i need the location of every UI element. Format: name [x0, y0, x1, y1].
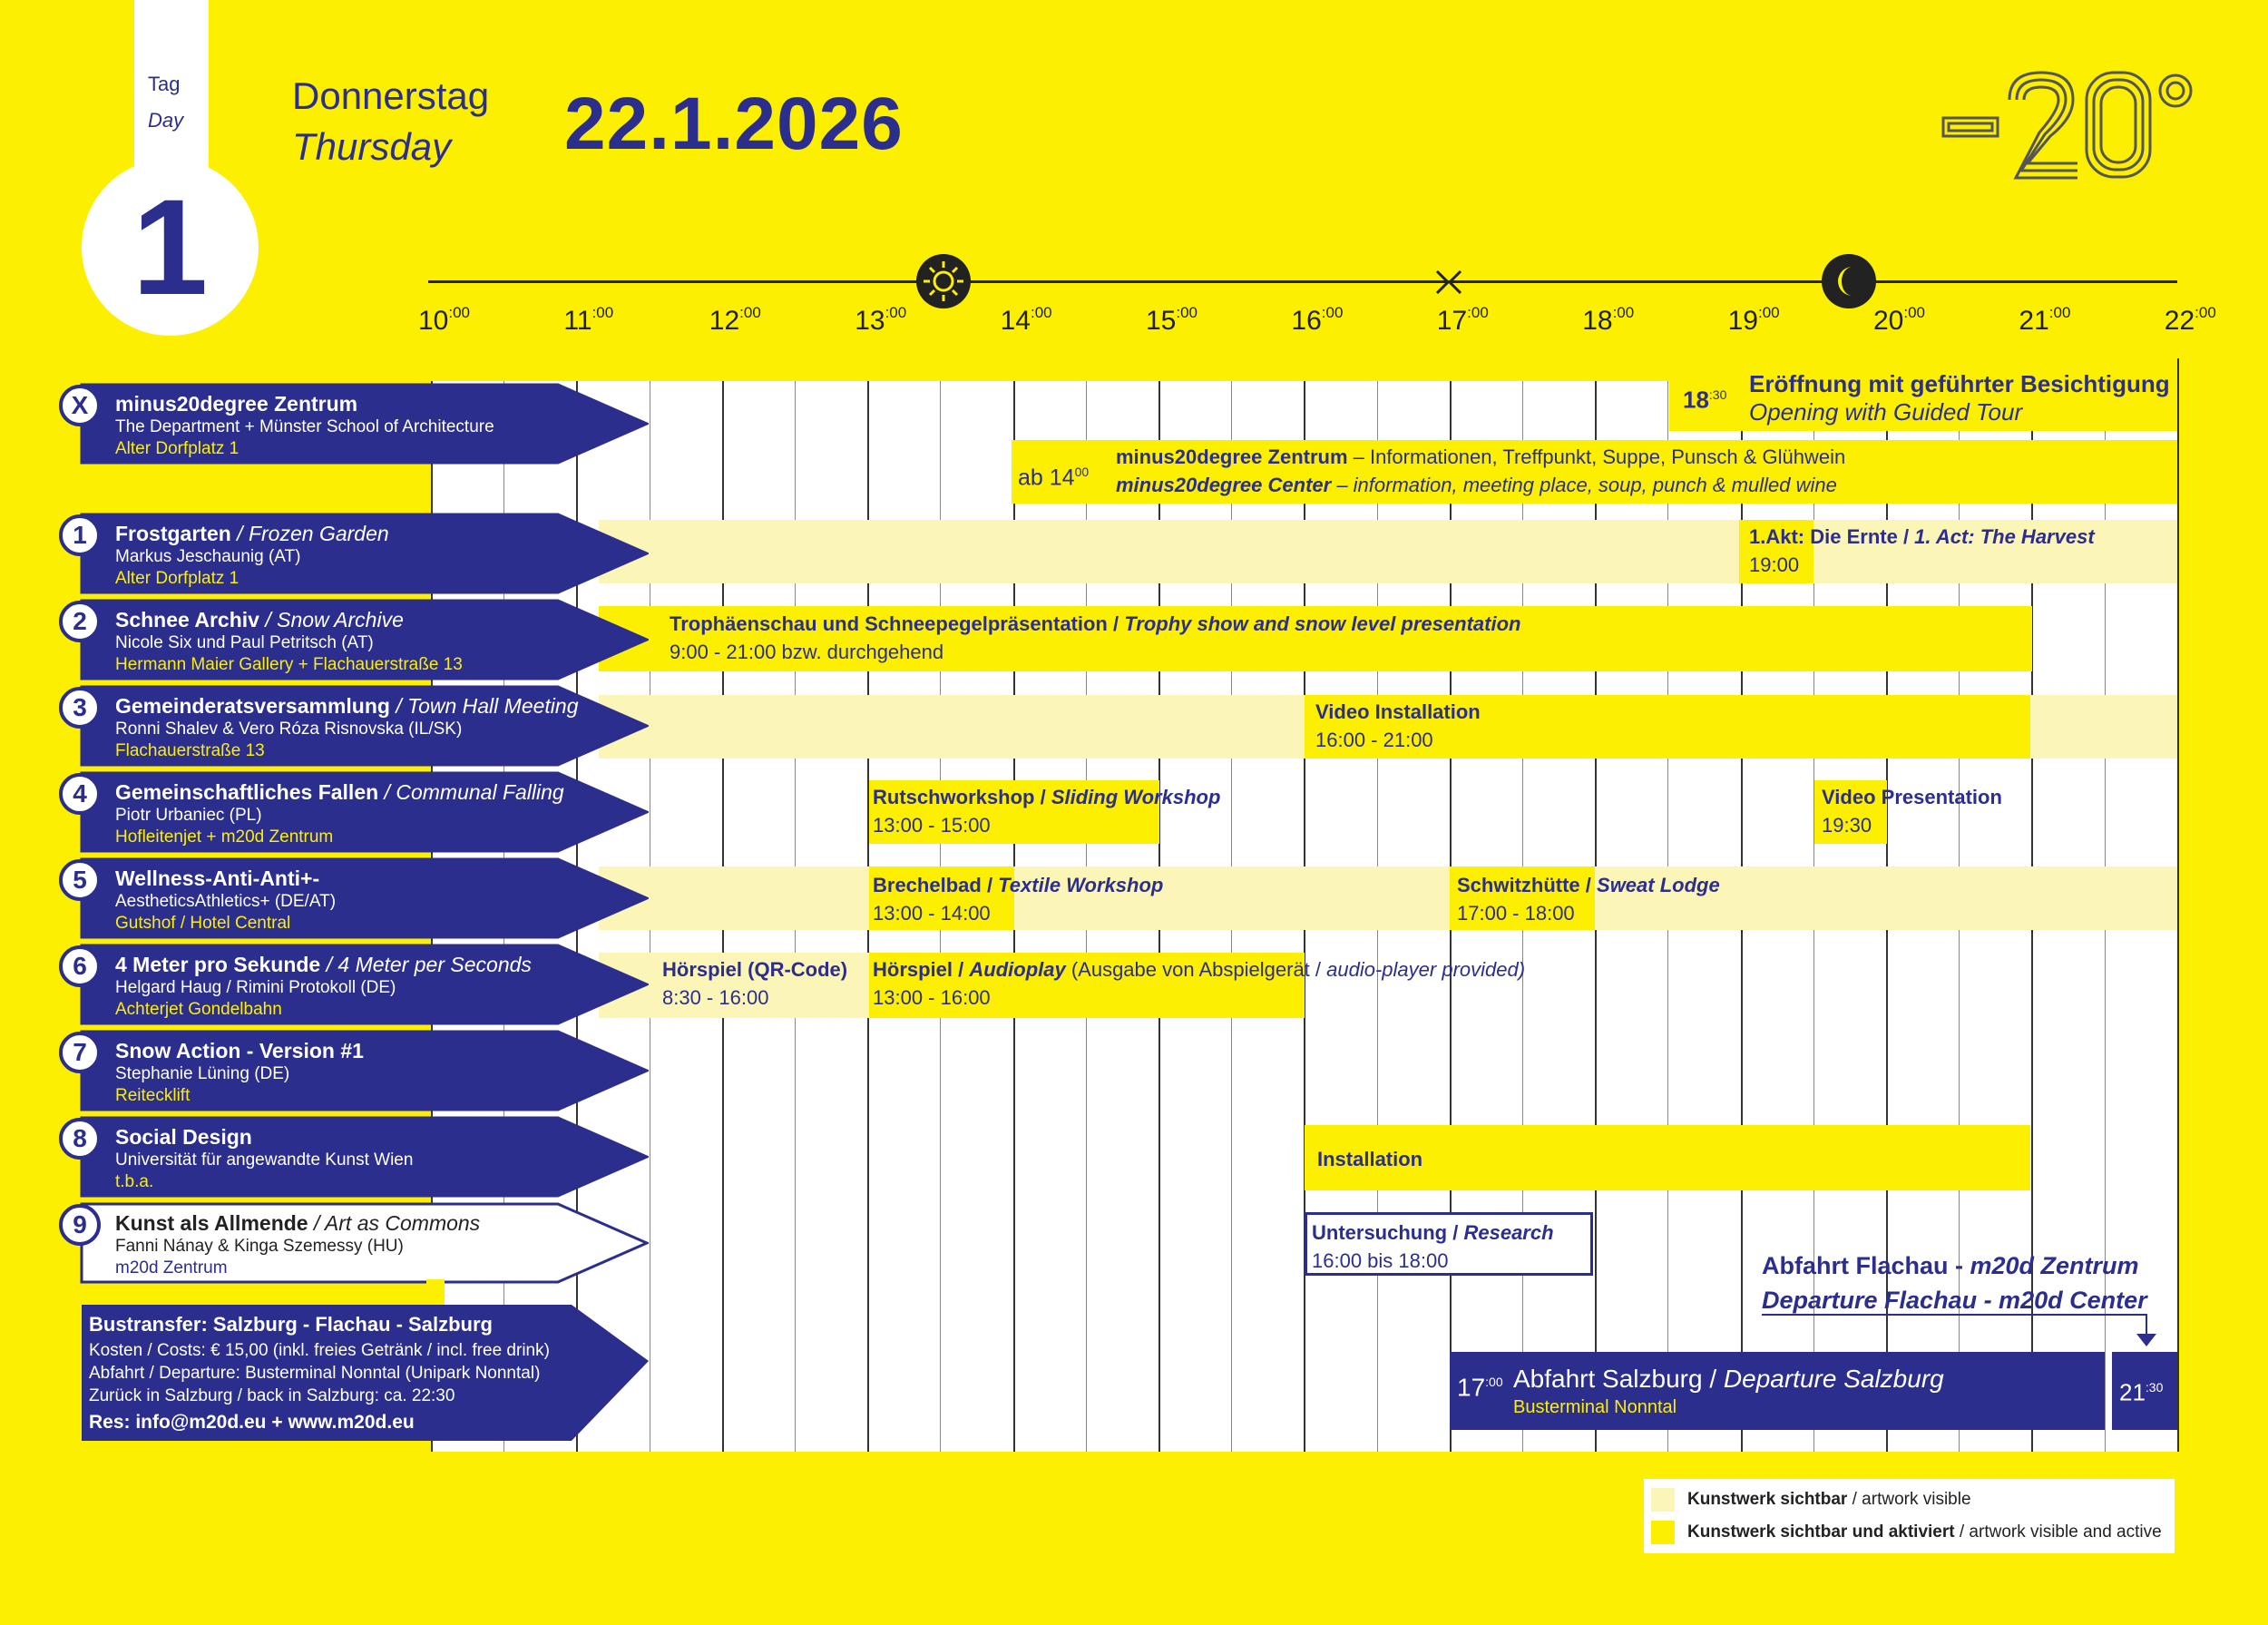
trophy-text: Trophäenschau und Schneepegelpräsentation / Trophy show and snow level presentation 9:00 - 21:00 bzw. durchgehend — [670, 612, 1521, 663]
departure-arrow-line — [1762, 1314, 2147, 1316]
arrow-down-icon — [2136, 1334, 2156, 1352]
project-artist: AestheticsAthletics+ (DE/AT) — [115, 892, 337, 911]
logo — [1941, 64, 2195, 190]
brechelbad-text: Brechelbad / Textile Workshop 13:00 - 14:00 — [873, 874, 1164, 925]
project-number-badge: 5 — [59, 859, 101, 901]
project-location: m20d Zentrum — [115, 1258, 228, 1277]
hour-label: $11^{:00}$ — [563, 304, 614, 336]
sliding-text: Rutschworkshop / Sliding Workshop 13:00 - 15:00 — [873, 786, 1221, 837]
hour-label: $18^{:00}$ — [1582, 304, 1635, 336]
zentrum-from: ab $14^{00}$ — [1018, 465, 1090, 491]
timeline-axis — [428, 280, 2177, 283]
departure-salzburg-place: Busterminal Nonntal — [1513, 1397, 1677, 1417]
project-location: Flachauerstraße 13 — [115, 741, 265, 760]
arrival-time: $21^{:30}$ — [2119, 1378, 2164, 1406]
project-number-badge: 1 — [59, 514, 101, 556]
legend-visible-text: Kunstwerk sichtbar / artwork visible — [1687, 1490, 1971, 1509]
project-artist: Fanni Nánay & Kinga Szemessy (HU) — [115, 1237, 404, 1256]
video-presentation-text: Video Presentation 19:30 — [1822, 786, 2002, 837]
harvest-text: 1.Akt: Die Ernte / 1. Act: The Harvest 19:00 — [1749, 525, 2095, 576]
project-artist: Stephanie Lüning (DE) — [115, 1064, 290, 1083]
day-number: 1 — [132, 171, 209, 323]
tag-label-en: Day — [148, 109, 184, 132]
hour-label: $14^{:00}$ — [1000, 304, 1052, 336]
project-number-badge: 7 — [59, 1032, 101, 1073]
research-text: Untersuchung / Research 16:00 bis 18:00 — [1312, 1221, 1554, 1272]
weekday-en: Thursday — [292, 125, 452, 168]
project-number-badge: 4 — [59, 773, 101, 815]
project-artist: Nicole Six und Paul Petritsch (AT) — [115, 633, 374, 652]
bus-notch — [426, 1279, 445, 1305]
project-number-badge: 9 — [59, 1204, 101, 1246]
project-number-badge: 8 — [59, 1118, 101, 1160]
project-artist: Markus Jeschaunig (AT) — [115, 547, 301, 566]
project-location: Alter Dorfplatz 1 — [115, 439, 240, 458]
project-artist: Ronni Shalev & Vero Róza Risnovska (IL/SK) — [115, 720, 463, 739]
project-number-badge: 2 — [59, 601, 101, 642]
project-artist: Universität für angewandte Kunst Wien — [115, 1150, 414, 1170]
project-location: Gutshof / Hotel Central — [115, 914, 291, 933]
page-title-date: 22.1.2026 — [564, 83, 904, 165]
hour-label: $12^{:00}$ — [709, 304, 761, 336]
opening-text: Eröffnung mit geführter Besichtigung Opening with Guided Tour — [1749, 370, 2170, 426]
legend-active-text: Kunstwerk sichtbar und aktiviert / artwork visible and active — [1687, 1522, 2162, 1542]
hoerspiel-qr-text: Hörspiel (QR-Code) 8:30 - 16:00 — [662, 958, 848, 1009]
project-location: Hofleitenjet + m20d Zentrum — [115, 827, 334, 847]
bus-title: Bustransfer: Salzburg - Flachau - Salzburg — [89, 1313, 493, 1336]
project-location: Achterjet Gondelbahn — [115, 1000, 282, 1019]
project-number-badge: 3 — [59, 687, 101, 729]
hour-label: $19^{:00}$ — [1727, 304, 1780, 336]
axis-break-icon — [1433, 269, 1464, 299]
project-location: Reitecklift — [115, 1086, 191, 1105]
tag-label-de: Tag — [148, 73, 181, 95]
project-location: t.b.a. — [115, 1172, 154, 1191]
project-location: Hermann Maier Gallery + Flachauerstraße 13 — [115, 655, 463, 674]
zentrum-text: minus20degree Zentrum – Informationen, Treffpunkt, Suppe, Punsch & Glühwein minus20degree Center – information, meeting place, soup, punch & mulled wine — [1116, 445, 1846, 496]
project-title: Wellness-Anti-Anti+- — [115, 866, 320, 890]
video-installation-text: Video Installation 16:00 - 21:00 — [1315, 700, 1481, 751]
hour-label: $10^{:00}$ — [418, 304, 471, 336]
bus-details: Kosten / Costs: € 15,00 (inkl. freies Getränk / incl. free drink) Abfahrt / Departure: Busterminal Nonntal (Unipark Nonntal) Zurück in Salzburg / back in Salzburg: ca. 22:30 — [89, 1341, 550, 1405]
hour-label: $16^{:00}$ — [1291, 304, 1344, 336]
project-title: Schnee Archiv / Snow Archive — [115, 608, 404, 631]
project-title: Kunst als Allmende / Art as Commons — [115, 1211, 481, 1235]
logo-graphic — [1941, 64, 2195, 186]
hour-label: $13^{:00}$ — [855, 304, 907, 336]
project-title: Social Design — [115, 1125, 252, 1149]
grid-hour-line — [2177, 358, 2179, 1452]
departure-salzburg-time: $17^{:00}$ — [1457, 1373, 1503, 1402]
project-title: Snow Action - Version #1 — [115, 1039, 364, 1062]
bar-wellness-visible — [599, 866, 2177, 930]
departure-flachau-text: Abfahrt Flachau - m20d Zentrum Departure Flachau - m20d Center — [1762, 1252, 2147, 1314]
project-location: Alter Dorfplatz 1 — [115, 569, 240, 588]
project-title: Frostgarten / Frozen Garden — [115, 522, 389, 545]
weekday-de: Donnerstag — [292, 74, 490, 117]
bus-reservation: Res: info@m20d.eu + www.m20d.eu — [89, 1412, 415, 1433]
hour-label: $15^{:00}$ — [1146, 304, 1198, 336]
project-artist: Helgard Haug / Rimini Protokoll (DE) — [115, 978, 396, 997]
hour-label: $22^{:00}$ — [2164, 304, 2216, 336]
project-artist: The Department + Münster School of Architecture — [115, 417, 494, 436]
sun-icon — [916, 254, 971, 308]
project-number-badge: X — [59, 385, 101, 426]
opening-time: $18^{:30}$ — [1683, 386, 1727, 414]
hour-label: $20^{:00}$ — [1873, 304, 1926, 336]
moon-icon — [1822, 254, 1876, 308]
project-title: Gemeinderatsversammlung / Town Hall Meeting — [115, 694, 579, 718]
legend-swatch-active — [1651, 1521, 1675, 1544]
legend — [1644, 1479, 2175, 1553]
installation-text: Installation — [1317, 1148, 1423, 1170]
project-artist: Piotr Urbaniec (PL) — [115, 806, 262, 825]
legend-swatch-visible — [1651, 1488, 1675, 1512]
hour-label: $21^{:00}$ — [2019, 304, 2071, 336]
project-title: 4 Meter pro Sekunde / 4 Meter per Seconds — [115, 953, 532, 976]
hour-label: $17^{:00}$ — [1436, 304, 1489, 336]
project-title: minus20degree Zentrum — [115, 392, 358, 416]
project-number-badge: 6 — [59, 945, 101, 987]
hoerspiel-text: Hörspiel / Audioplay (Ausgabe von Abspielgerät / audio-player provided) 13:00 - 16:00 — [873, 958, 1526, 1009]
schwitzhuette-text: Schwitzhütte / Sweat Lodge 17:00 - 18:00 — [1457, 874, 1720, 925]
departure-salzburg-text: Abfahrt Salzburg / Departure Salzburg — [1513, 1365, 1944, 1393]
project-title: Gemeinschaftliches Fallen / Communal Falling — [115, 780, 564, 804]
